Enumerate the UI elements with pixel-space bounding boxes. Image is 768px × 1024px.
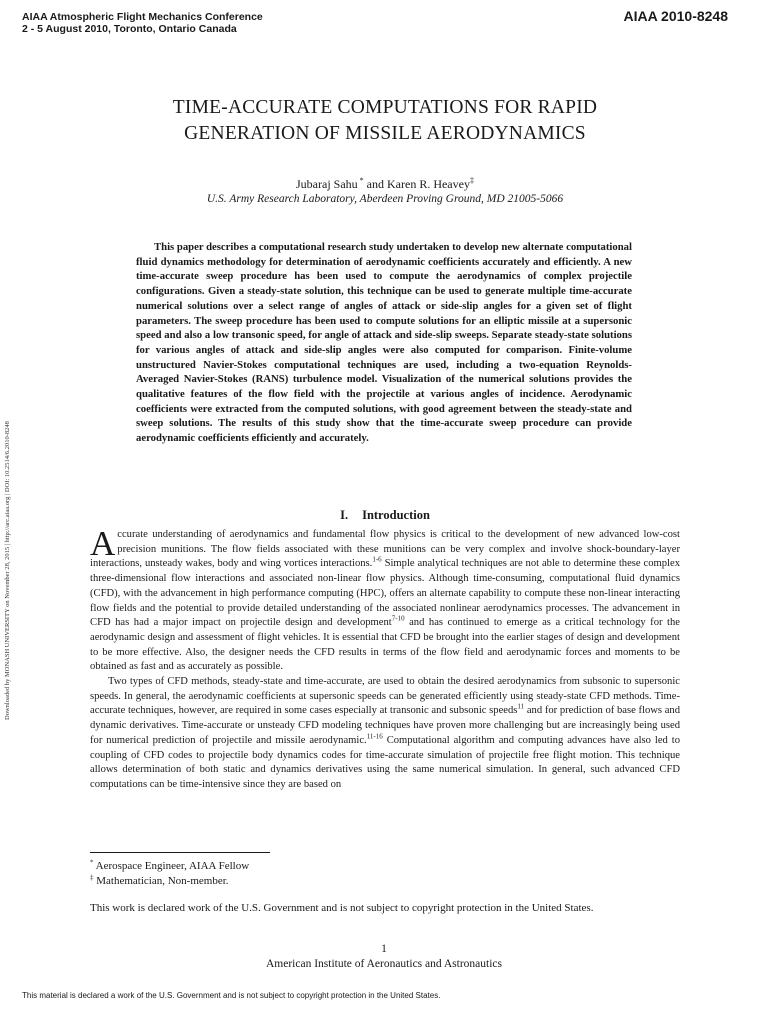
download-watermark: Downloaded by MONASH UNIVERSITY on November 28, 2015 | http://arc.aiaa.org | DOI: 10.2514/6.2010-8248 [4,421,11,720]
paragraph [90,524,680,675]
section-title: Introduction [362,508,430,522]
citation: 11-16 [366,732,383,741]
section-heading [90,508,680,523]
footnote-2-mark: ‡ [90,873,94,882]
footnote-2-text: Mathematician, Non-member. [93,875,229,887]
paragraph-text: and for prediction of base flows and dynamic derivatives. Time-accurate or unsteady CFD modeling techniques have proven more challenging but are increasingly being used for numerical prediction of projectile and missile aerodynamic. [90,705,681,746]
footnote-2 [90,874,229,888]
government-notice: This work is declared work of the U.S. Government and is not subject to copyright protection in the United States. [90,902,594,914]
title-line-1: TIME-ACCURATE COMPUTATIONS FOR RAPID [172,97,598,118]
author-line [90,177,680,192]
citation: 11 [517,702,525,711]
page-number: 1 [381,943,387,955]
paragraph [90,675,680,793]
paragraph-text: Computational algorithm and computing advances have also led to coupling of CFD codes to projectile body dynamics codes for time-accurate simulation of projectile free flight motion. This technique allows determination of both static and dynamics derivatives using the same numerical simulation. In general, such advanced CFD computations can be time-intensive since they are based on [90,734,680,790]
paragraph-text: ccurate understanding of aerodynamics and fundamental flow physics is critical to the development of new advanced low-cost precision munitions. The flow fields associated with these munitions can be very complex and involve shock-boundary-layer interactions, unsteady wakes, body and wing vortices interactions. [90,529,680,570]
citation: 7-10 [391,614,405,623]
author-1: Jubaraj Sahu [296,177,358,191]
title-line-2: GENERATION OF MISSILE AERODYNAMICS [184,123,586,144]
author-2-mark: ‡ [469,176,474,185]
paragraph-text: Simple analytical techniques are not able to determine these complex three-dimensional flow interactions and associated non-linear flow physics. Although time-consuming, computational fluid dynamics (CFD), with the advancement in high performance computing (HPC), offers an alternate capability to compute these non-linear interacting flow fields and the potential to provide detailed understanding of the associated nonlinear aerodynamics processes. The advancement in CFD has had a major impact on projectile design and development [90,558,680,629]
footnote-1-mark: * [90,858,94,867]
paragraph-text: and has continued to emerge as a critical technology for the aerodynamic design and assessment of flight vehicles. It is essential that CFD be brought into the earlier stages of design and development to be more effective. Also, the designer needs the CFD results in terms of the flow field and aerodynamic forces and moments to be obtained as fast and as accurately as possible. [90,617,680,673]
footnote-1-text: Aerospace Engineer, AIAA Fellow [93,860,250,872]
conference-name: AIAA Atmospheric Flight Mechanics Conference [22,11,263,23]
paragraph-text: Two types of CFD methods, steady-state and time-accurate, are used to obtain the desired aerodynamics from subsonic to supersonic speeds. In general, the aerodynamic coefficients at supersonic speeds can be generated efficiently using steady-state CFD methods. Time-accurate techniques, however, are required in some cases especially at transonic and subsonic speeds [90,676,680,717]
abstract: This paper describes a computational research study undertaken to develop new alternate computational fluid dynamics methodology for determination of aerodynamic coefficients accurately and efficiently. A new time-accurate sweep procedure has been used to compute the aerodynamics of complex projectile configurations. Given a steady-state solution, this technique can be used to generate multiple time-accurate numerical solutions over a select range of angles of attack or side-slip angles for a given set of flight parameters. The sweep procedure has been used to compute solutions for an elliptic missile at a supersonic speed and also a low transonic speed, for angle of attack and side-slip sweeps. Separate steady-state solutions for various angles of attack and side-slip angles were also computed for comparison. Finite-volume unstructured Navier-Stokes computational techniques are used, including a two-equation Reynolds-Averaged Navier-Stokes (RANS) turbulence model. Visualization of the numerical solutions provides the qualitative features of the flow field with the projectile at various angles of incidence. Aerodynamic coefficients were extracted from the computed solutions, with good agreement between the steady-state and sweep solutions. The results of this study show that the time-accurate sweep procedure can provide aerodynamic coefficients efficiently and accurately. [136,241,632,445]
affiliation: U.S. Army Research Laboratory, Aberdeen Proving Ground, MD 21005-5066 [206,193,564,205]
paper-title [90,95,680,147]
conference-header [22,11,263,35]
footnote-1 [90,859,249,873]
citation: 1-6 [372,555,382,564]
body-text [90,524,681,793]
conference-dates-location: 2 - 5 August 2010, Toronto, Ontario Canada [22,23,237,35]
section-number: I. [340,508,349,522]
author-conjunction: and [366,177,384,191]
author-1-mark: * [359,176,364,185]
footnote-rule [90,852,270,853]
drop-cap: A [90,524,116,563]
copyright-notice: This material is declared a work of the U.S. Government and is not subject to copyright protection in the United States. [22,991,441,1000]
organization-footer: American Institute of Aeronautics and Astronautics [265,958,502,970]
paper-id: AIAA 2010-8248 [623,8,728,24]
author-2: Karen R. Heavey [387,177,470,191]
